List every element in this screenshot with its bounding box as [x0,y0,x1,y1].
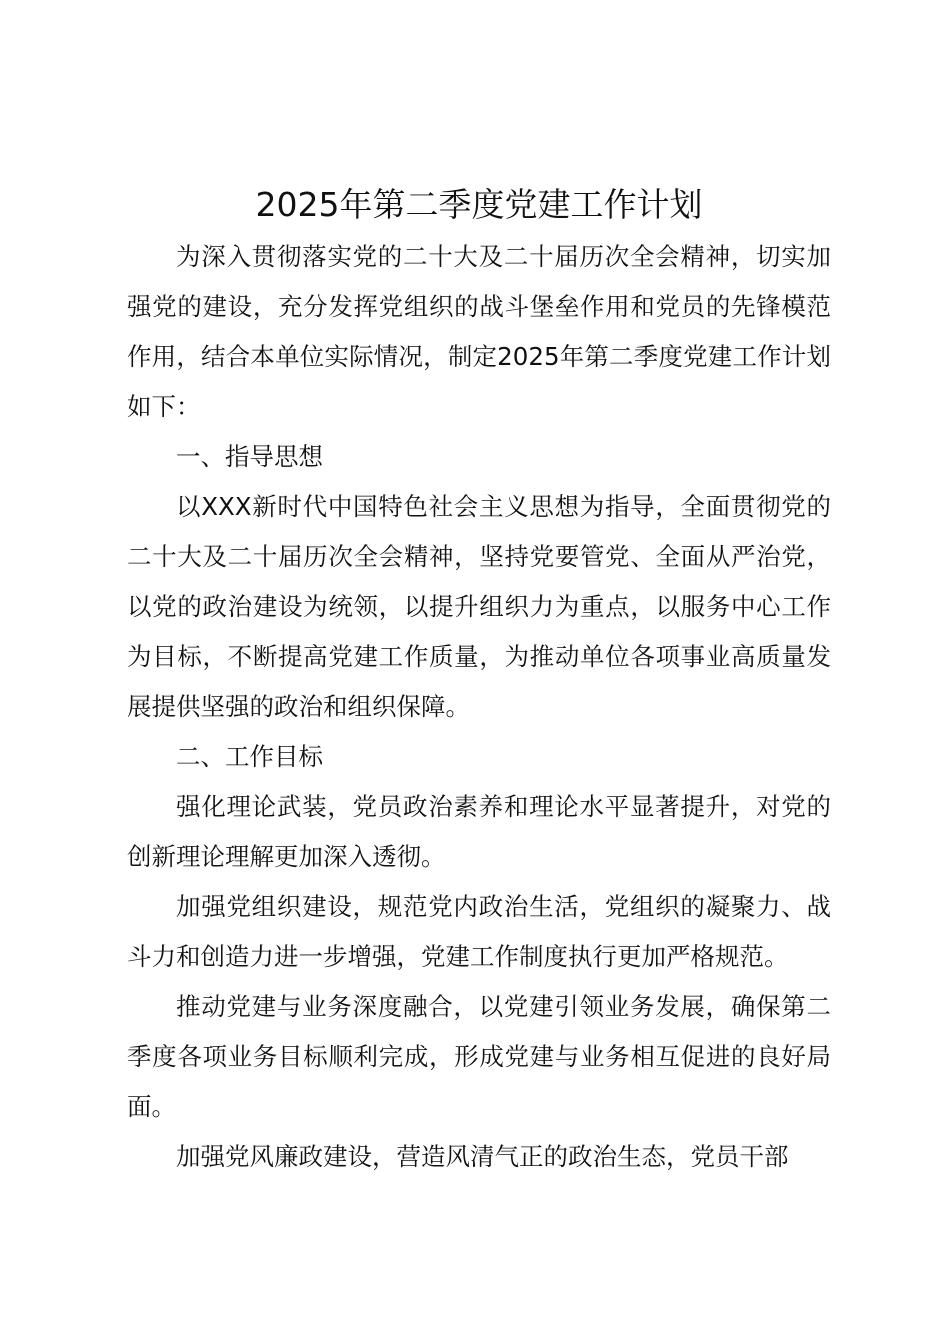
goal-paragraph-organization: 加强党组织建设，规范党内政治生活，党组织的凝聚力、战斗力和创造力进一步增强，党建工作制度执行更加严格规范。 [127,892,831,971]
goal-paragraph-integrity: 加强党风廉政建设，营造风清气正的政治生态，党员干部 [176,1142,789,1171]
section-heading-guiding-ideology: 一、指导思想 [176,442,323,471]
document-title: 2025年第二季度党建工作计划 [255,185,703,224]
goal-paragraph-integration: 推动党建与业务深度融合，以党建引领业务发展，确保第二季度各项业务目标顺利完成，形成党建与业务相互促进的良好局面。 [127,992,831,1121]
intro-paragraph: 为深入贯彻落实党的二十大及二十届历次全会精神，切实加强党的建设，充分发挥党组织的战斗堡垒作用和党员的先锋模范作用，结合本单位实际情况，制定2025年第二季度党建工作计划如下： [127,242,831,421]
goal-paragraph-theory: 强化理论武装，党员政治素养和理论水平显著提升，对党的创新理论理解更加深入透彻。 [127,792,831,871]
document-body [127,180,831,1182]
guiding-ideology-paragraph: 以XXX新时代中国特色社会主义思想为指导，全面贯彻党的二十大及二十届历次全会精神，坚持党要管党、全面从严治党，以党的政治建设为统领，以提升组织力为重点，以服务中心工作为目标，不断提高党建工作质量，为推动单位各项事业高质量发展提供坚强的政治和组织保障。 [127,492,831,721]
section-heading-work-goals: 二、工作目标 [176,742,323,771]
